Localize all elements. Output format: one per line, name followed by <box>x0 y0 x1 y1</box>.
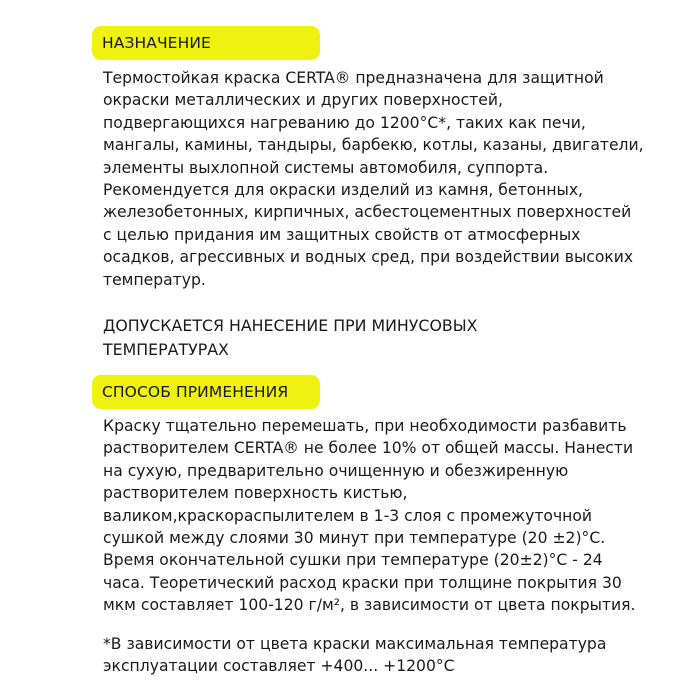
text-line: железобетонных, кирпичных, асбестоцементных поверхностей <box>103 203 632 222</box>
text-line: *В зависимости от цвета краски максимальная температура <box>103 635 607 653</box>
text-line: осадков, агрессивных и водных сред, при воздействии высоких <box>103 248 634 267</box>
application-instructions <box>103 415 635 617</box>
text-line: Рекомендуется для окраски изделий из камня, бетонных, <box>103 181 584 200</box>
text-line: часа. Теоретический расход краски при толщине покрытия 30 <box>103 573 622 592</box>
text-line: ТЕМПЕРАТУРАХ <box>103 340 229 359</box>
section-heading-purpose <box>92 26 320 60</box>
sub-zero-application-notice <box>103 314 478 362</box>
text-line: на сухую, предварительно очищенную и обезжиренную <box>103 461 569 480</box>
text-line: сушкой между слоями 30 минут при температуре (20 ±2)°С. <box>103 529 606 548</box>
text-line: растворителем CERTA® не более 10% от общей массы. Нанести <box>103 439 634 458</box>
text-line: валиком,краскораспылителем в 1-3 слоя с промежуточной <box>103 506 593 525</box>
text-line: Время окончательной сушки при температуре (20±2)°С - 24 <box>103 551 603 570</box>
text-line: подвергающихся нагреванию до 1200°С*, таких как печи, <box>103 113 586 132</box>
text-line: растворителем поверхность кистью, <box>103 484 408 503</box>
temperature-footnote <box>103 633 606 678</box>
text-line: мангалы, камины, тандыры, барбекю, котлы, казаны, двигатели, <box>103 136 644 155</box>
text-line: Термостойкая краска CERTA® предназначена для защитной <box>103 69 604 87</box>
text-line: с целью придания им защитных свойств от атмосферных <box>103 225 581 244</box>
text-line: Краску тщательно перемешать, при необходимости разбавить <box>103 417 627 435</box>
text-line: окраски металлических и других поверхностей, <box>103 91 503 110</box>
text-line: температур. <box>103 270 206 289</box>
section-heading-application-label: СПОСОБ ПРИМЕНЕНИЯ <box>102 383 289 401</box>
section-heading-purpose-label: НАЗНАЧЕНИЕ <box>102 34 211 52</box>
purpose-description <box>103 67 644 291</box>
text-line: эксплуатации составляет +400... +1200°С <box>103 657 455 676</box>
section-heading-application <box>92 375 320 409</box>
text-line: мкм составляет 100-120 г/м², в зависимости от цвета покрытия. <box>103 596 636 615</box>
text-line: элементы выхлопной системы автомобиля, суппорта. <box>103 158 549 177</box>
text-line: ДОПУСКАЕТСЯ НАНЕСЕНИЕ ПРИ МИНУСОВЫХ <box>103 316 478 335</box>
